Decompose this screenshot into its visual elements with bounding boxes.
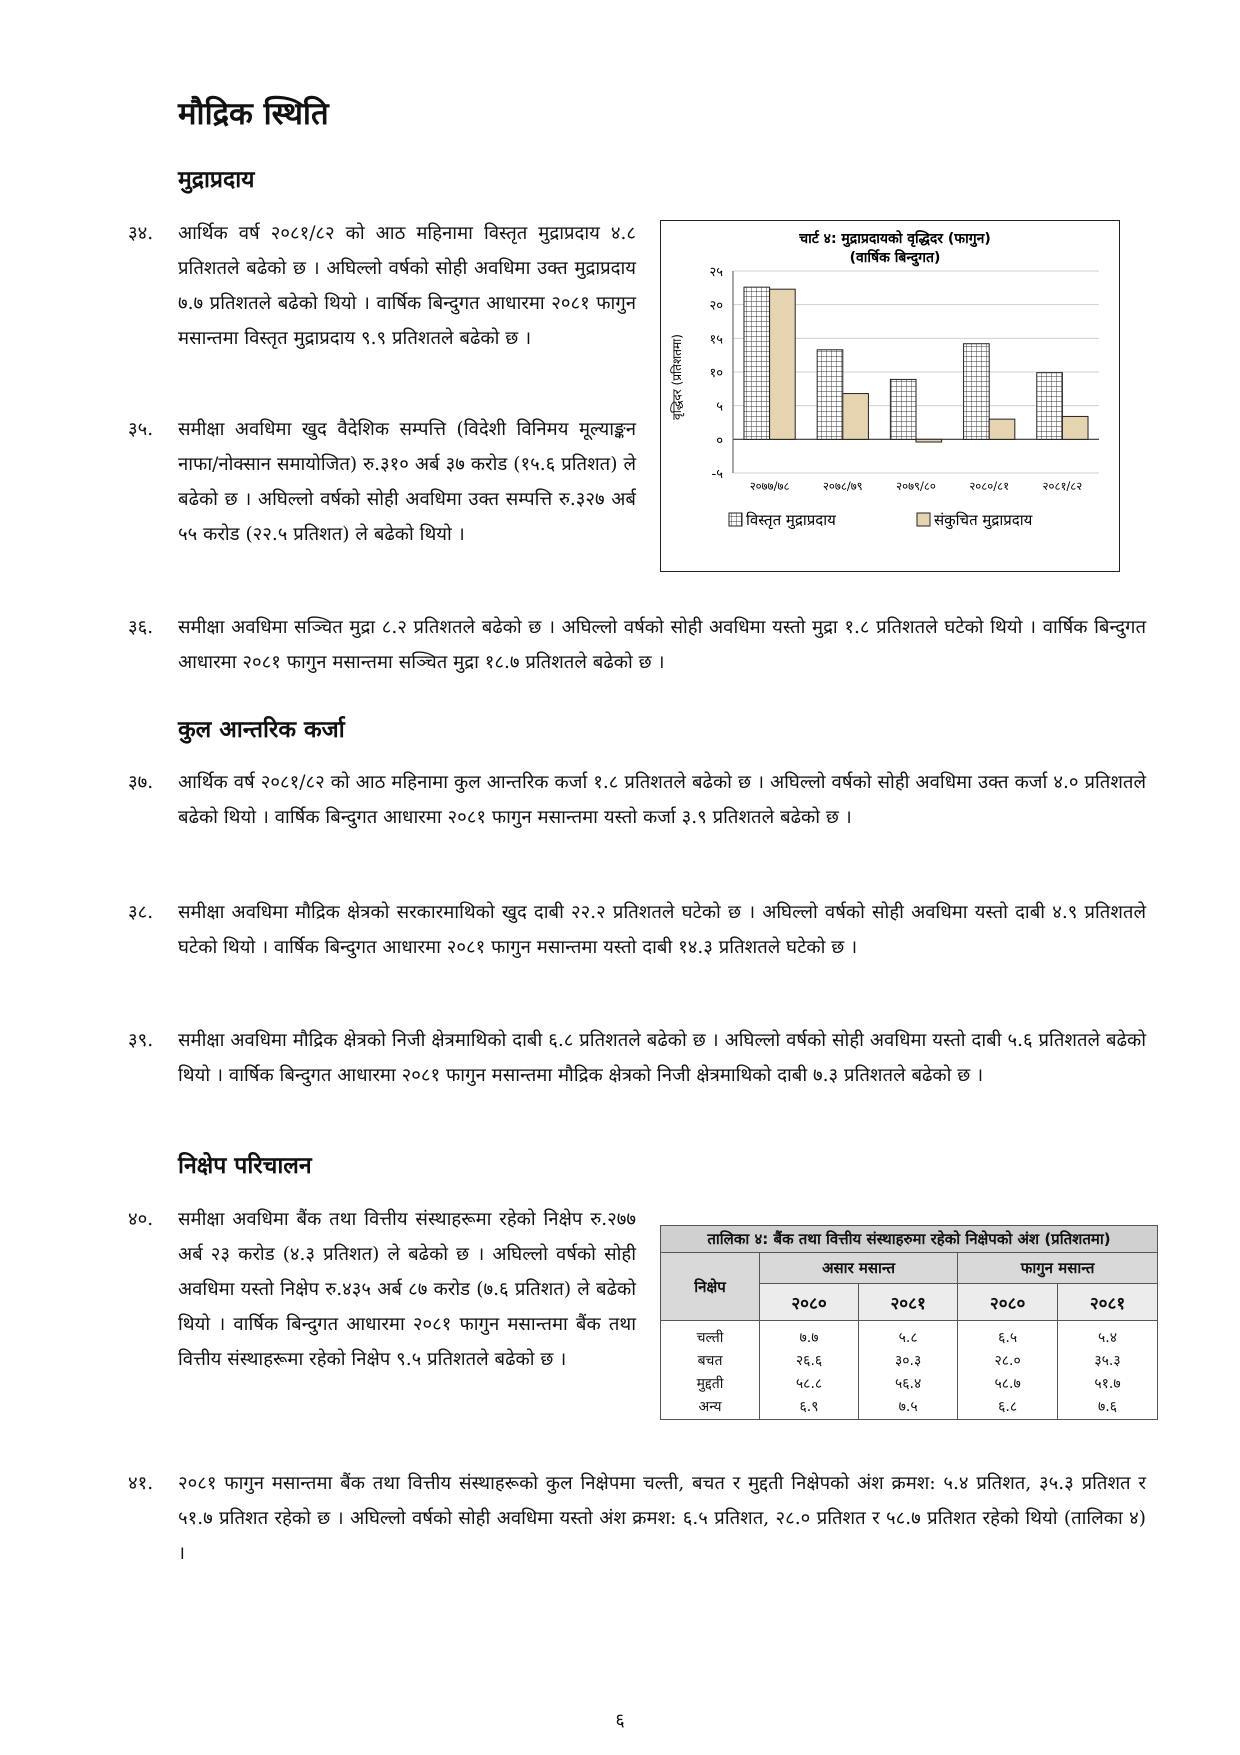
paragraph-text: २०८१ फागुन मसान्तमा बैंक तथा वित्तीय संस्थाहरूको कुल निक्षेपमा चल्ती, बचत र मुद्दती निक्षेपको अंश क्रमश: ५.४ प्रतिशत, ३५.३ प्रतिशत र ५१.७ प्रतिशत रहेको छ । अघिल्लो वर्षको सोही अवधिमा यस्तो अंश क्रमश: ६.५ प्रतिशत, २८.० प्रतिशत र ५८.७ प्रतिशत रहेको थियो (तालिका ४) । [178,1473,1146,1564]
paragraph-number: ३७. [128,772,154,793]
paragraph-35 [128,412,636,552]
row-label: बचत [697,1353,723,1369]
table-cell: २६.६ [795,1353,823,1369]
section-heading-domestic-credit: कुल आन्तरिक कर्जा [178,717,345,743]
paragraph-text: आर्थिक वर्ष २०८१/८२ को आठ महिनामा कुल आन्तरिक कर्जा १.८ प्रतिशतले बढेको छ । अघिल्लो वर्षको सोही अवधिमा उक्त कर्जा ४.० प्रतिशतले बढेको थियो । वार्षिक बिन्दुगत आधारमा २०८१ फागुन मसान्तमा यस्तो कर्जा ३.९ प्रतिशतले बढेको छ । [178,772,1146,828]
bar-narrow-money [916,439,942,442]
bar-narrow-money [843,394,869,440]
bar-broad-money [890,379,916,439]
chart-legend [729,511,1033,530]
paragraph-number: ४१. [128,1473,154,1494]
y-tick-label: ० [716,433,723,449]
chart-y-axis-label: वृद्धिदर (प्रतिशतमा) [670,334,684,420]
table-cell: ५८.८ [795,1376,823,1392]
table-cell: ६.५ [998,1330,1018,1346]
chart-money-supply-growth [660,220,1120,572]
paragraph-number: ३५. [128,419,154,440]
deposit-share-table [660,1225,1158,1420]
chart-bars [744,287,1088,442]
table-cell: ७.७ [799,1330,819,1346]
paragraph-text: समीक्षा अवधिमा सञ्चित मुद्रा ८.२ प्रतिशतले बढेको छ । अघिल्लो वर्षको सोही अवधिमा यस्तो मुद्रा १.८ प्रतिशतले घटेको थियो । वार्षिक बिन्दुगत आधारमा २०८१ फागुन मसान्तमा सञ्चित मुद्रा १८.७ प्रतिशतले बढेको छ । [178,617,1146,673]
table-year-header: २०८१ [859,1284,958,1321]
x-tick-label: २०८०/८१ [969,479,1010,493]
paragraph-text: समीक्षा अवधिमा खुद वैदेशिक सम्पत्ति (विदेशी विनिमय मूल्याङ्कन नाफा/नोक्सान समायोजित) रु.३१० अर्ब ३७ करोड (१५.६ प्रतिशत) ले बढेको छ । अघिल्लो वर्षको सोही अवधिमा उक्त सम्पत्ति रु.३२७ अर्ब ५५ करोड (२२.५ प्रतिशत) ले बढेको थियो । [178,419,636,545]
x-tick-label: २०७८/७९ [822,479,863,493]
paragraph-41 [128,1466,1146,1571]
y-tick-label: २५ [709,265,723,280]
y-tick-label: ५ [716,399,723,415]
table-cell: ५१.७ [1094,1376,1121,1392]
table-cell: ५८.७ [994,1376,1021,1392]
table-cell: ७.५ [898,1399,918,1415]
bar-broad-money [964,344,990,440]
table-cell: ६.९ [799,1399,819,1415]
y-tick-label: -५ [711,467,723,482]
table-year-header: २०८१ [1058,1284,1158,1321]
table-body-row [661,1321,1158,1420]
chart-x-ticks [750,479,1083,493]
row-label: चल्ती [696,1330,724,1346]
paragraph-text: समीक्षा अवधिमा मौद्रिक क्षेत्रको निजी क्षेत्रमाथिको दाबी ६.८ प्रतिशतले बढेको छ । अघिल्लो वर्षको सोही अवधिमा यस्तो दाबी ५.६ प्रतिशतले बढेको थियो । वार्षिक बिन्दुगत आधारमा २०८१ फागुन मसान्तमा मौद्रिक क्षेत्रको निजी क्षेत्रमाथिको दाबी ७.३ प्रतिशतले बढेको छ । [178,1030,1146,1086]
paragraph-number: ४०. [128,1209,154,1230]
paragraph-34 [128,216,636,356]
table-group-header: फागुन मसान्त [958,1253,1158,1284]
legend-swatch [917,513,930,526]
table-cell: ५.४ [1098,1330,1118,1346]
chart-subtitle: (वार्षिक बिन्दुगत) [849,250,941,266]
table-row-header: निक्षेप [661,1253,760,1321]
paragraph-number: ३८. [128,902,154,923]
table-cell: ६.८ [998,1399,1018,1415]
table-cell: ५६.४ [894,1376,922,1392]
row-label: मुद्दती [696,1376,724,1392]
bar-broad-money [1037,373,1063,440]
section-heading-deposit: निक्षेप परिचालन [178,1153,312,1179]
chart-svg [661,221,1118,570]
page-number: ६ [615,1710,625,1731]
paragraph-38 [128,895,1146,965]
table-row-labels [661,1321,760,1420]
paragraph-37 [128,765,1146,835]
paragraph-39 [128,1023,1146,1093]
paragraph-40 [128,1202,636,1377]
x-tick-label: २०८१/८२ [1042,479,1083,493]
table-caption: तालिका ४: बैंक तथा वित्तीय संस्थाहरुमा रहेको निक्षेपको अंश (प्रतिशतमा) [661,1226,1158,1253]
section-heading-money-supply: मुद्राप्रदाय [178,167,255,193]
paragraph-number: ३६. [128,617,154,638]
table-year-header: २०८० [958,1284,1058,1321]
table-cell: ३५.३ [1094,1353,1121,1369]
y-tick-label: २० [709,298,723,314]
row-label: अन्य [698,1399,722,1415]
legend-swatch [729,513,742,526]
paragraph-number: ३४. [128,223,154,244]
table-year-header: २०८० [760,1284,859,1321]
legend-label: विस्तृत मुद्राप्रदाय [746,511,836,529]
legend-label: संकुचित मुद्राप्रदाय [934,511,1033,529]
x-tick-label: २०७९/८० [896,479,936,493]
table-cell: ५.८ [898,1330,918,1346]
chart-title: चार्ट ४: मुद्राप्रदायको वृद्धिदर (फागुन) [799,231,991,247]
paragraph-36 [128,610,1146,680]
table-cell: ७.६ [1098,1399,1118,1415]
paragraph-text: आर्थिक वर्ष २०८१/८२ को आठ महिनामा विस्तृत मुद्राप्रदाय ४.८ प्रतिशतले बढेको छ । अघिल्लो वर्षको सोही अवधिमा उक्त मुद्राप्रदाय ७.७ प्रतिशतले बढेको थियो । वार्षिक बिन्दुगत आधारमा २०८१ फागुन मसान्तमा विस्तृत मुद्राप्रदाय ९.९ प्रतिशतले बढेको छ । [178,223,636,349]
paragraph-text: समीक्षा अवधिमा बैंक तथा वित्तीय संस्थाहरूमा रहेको निक्षेप रु.२७७ अर्ब २३ करोड (४.३ प्रतिशत) ले बढेको छ । अघिल्लो वर्षको सोही अवधिमा यस्तो निक्षेप रु.४३५ अर्ब ८७ करोड (७.६ प्रतिशत) ले बढेको थियो । वार्षिक बिन्दुगत आधारमा २०८१ फागुन मसान्तमा बैंक तथा वित्तीय संस्थाहरूमा रहेको निक्षेप ९.५ प्रतिशतले बढेको छ । [178,1209,636,1370]
paragraph-number: ३९. [128,1030,154,1051]
paragraph-text: समीक्षा अवधिमा मौद्रिक क्षेत्रको सरकारमाथिको खुद दाबी २२.२ प्रतिशतले घटेको छ । अघिल्लो वर्षको सोही अवधिमा यस्तो दाबी ४.९ प्रतिशतले घटेको थियो । वार्षिक बिन्दुगत आधारमा २०८१ फागुन मसान्तमा यस्तो दाबी १४.३ प्रतिशतले घटेको छ । [178,902,1146,958]
bar-narrow-money [1062,416,1088,439]
page-title: मौद्रिक स्थिति [178,96,329,132]
table-cell: ३०.३ [894,1353,922,1369]
table-column [1058,1321,1158,1420]
table-column [760,1321,859,1420]
table-4 [660,1225,1158,1420]
table-column [859,1321,958,1420]
chart-y-ticks [709,265,723,482]
bar-broad-money [744,287,770,439]
table-column [958,1321,1058,1420]
y-tick-label: १० [709,366,723,381]
table-cell: २८.० [994,1353,1021,1369]
bar-narrow-money [989,419,1015,439]
bar-broad-money [817,350,843,440]
x-tick-label: २०७७/७८ [749,479,790,493]
bar-narrow-money [770,289,796,439]
table-group-header: असार मसान्त [760,1253,958,1284]
y-tick-label: १५ [709,332,723,348]
